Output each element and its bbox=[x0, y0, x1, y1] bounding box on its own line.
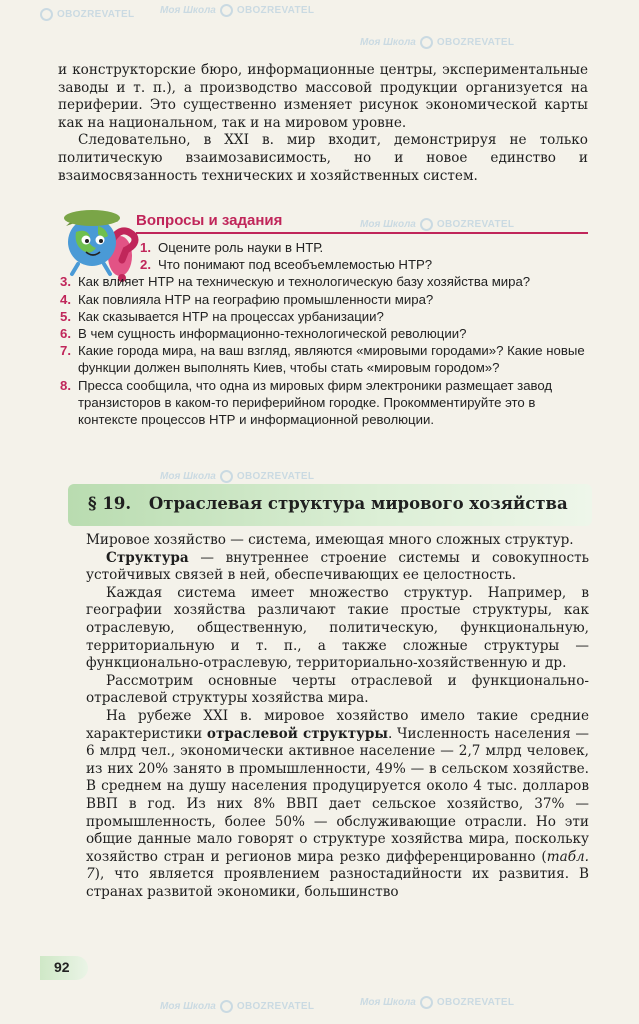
questions-divider bbox=[136, 232, 588, 234]
question-text: Как повлияла НТР на географию промышленности мира? bbox=[78, 291, 434, 307]
watermark-brand: Моя Школа bbox=[360, 219, 416, 230]
question-text: Что понимают под всеобъемлемостью НТР? bbox=[158, 257, 433, 273]
watermark bbox=[360, 218, 514, 231]
question-item bbox=[138, 256, 590, 273]
watermark-logo-icon bbox=[420, 36, 433, 49]
watermark-brand: OBOZREVATEL bbox=[236, 471, 315, 482]
question-number: 1. bbox=[140, 240, 151, 255]
watermark-brand: OBOZREVATEL bbox=[236, 5, 315, 16]
question-item bbox=[58, 325, 590, 342]
section-title: Отраслевая структура мирового хозяйства bbox=[148, 494, 568, 513]
question-item bbox=[58, 342, 590, 376]
watermark-brand: OBOZREVATEL bbox=[436, 219, 515, 230]
watermark-brand: OBOZREVATEL bbox=[436, 37, 515, 48]
watermark-logo-icon bbox=[420, 996, 433, 1009]
question-item bbox=[58, 377, 590, 429]
watermark-logo-icon bbox=[40, 8, 53, 21]
questions-title: Вопросы и задания bbox=[136, 212, 283, 229]
question-number: 3. bbox=[60, 274, 71, 290]
watermark bbox=[360, 996, 514, 1009]
question-text: Как влияет НТР на техническую и технологическую базу хозяйства мира? bbox=[78, 274, 531, 290]
paragraph: Рассмотрим основные черты отраслевой и функционально-отраслевой структуры хозяйства мира. bbox=[86, 672, 589, 707]
page-number-tab bbox=[40, 956, 88, 980]
question-text: Как сказывается НТР на процессах урбанизации? bbox=[78, 308, 384, 324]
watermark-logo-icon bbox=[220, 470, 233, 483]
term-definition: — внутреннее строение системы и совокупность устойчивых связей в ней, обеспечивающих ее целостность. bbox=[86, 549, 589, 584]
watermark-brand: Моя Школа bbox=[160, 1001, 216, 1012]
question-number: 5. bbox=[60, 308, 71, 324]
question-text: Оцените роль науки в НТР. bbox=[158, 240, 324, 255]
section-heading bbox=[88, 494, 568, 513]
section-number: § 19. bbox=[88, 494, 132, 513]
watermark bbox=[160, 4, 314, 17]
paragraph bbox=[86, 550, 589, 585]
questions-list bbox=[58, 239, 590, 428]
watermark-brand: OBOZREVATEL bbox=[436, 997, 515, 1008]
text-run: ), что является проявлением разностадийности их развития. В странах развитой экономики, большинство bbox=[86, 866, 589, 900]
watermark-logo-icon bbox=[420, 218, 433, 231]
text-run: . Численность населения — 6 млрд чел., экономически активное население — 2,7 млрд человек, из них 20% занято в промышленности, 49% — в сельском хозяйстве. В среднем на душу населения продуцируется около 4 тыс. долларов ВВП в год. Из них 8% ВВП дает сельское хозяйство, 37% — промышленность, более 50% — обслуживающие отрасли. Но эти общие данные мало говорят о структуре хозяйства мира, поскольку хозяйство стран и регионов мира резко дифференцированно ( bbox=[86, 725, 589, 865]
watermark-brand: Моя Школа bbox=[160, 471, 216, 482]
intro-text bbox=[58, 62, 588, 185]
question-item bbox=[58, 273, 590, 290]
question-item bbox=[58, 291, 590, 308]
paragraph: Следовательно, в XXI в. мир входит, демонстрируя не только политическую взаимозависимость, но и новое единство и взаимосвязанность технических и хозяйственных систем. bbox=[58, 132, 588, 184]
watermark bbox=[40, 8, 134, 21]
watermark bbox=[160, 1000, 314, 1013]
watermark bbox=[160, 470, 314, 483]
question-text: Какие города мира, на ваш взгляд, являются «мировыми городами»? Какие новые функции должен выполнять Киев, чтобы стать «мировым городом»? bbox=[78, 343, 585, 376]
term: отраслевой структуры bbox=[206, 725, 388, 742]
paragraph: Каждая система имеет множество структур. Например, в географии хозяйства различают такие простые структуры, как отраслевую, общественную, политическую, функциональную, территориальную и т. п., а также сложные структуры — функционально-отраслевую, территориально-хозяйственную и др. bbox=[86, 584, 589, 672]
watermark-brand: Моя Школа bbox=[160, 5, 216, 16]
term: Структура bbox=[106, 549, 189, 566]
question-item bbox=[138, 239, 590, 256]
paragraph bbox=[86, 708, 589, 902]
page-number: 92 bbox=[54, 959, 70, 975]
watermark-logo-icon bbox=[220, 4, 233, 17]
question-number: 4. bbox=[60, 291, 71, 307]
question-number: 6. bbox=[60, 326, 71, 342]
paragraph: Мировое хозяйство — система, имеющая много сложных структур. bbox=[86, 532, 574, 548]
question-number: 8. bbox=[60, 377, 71, 393]
question-text: В чем сущность информационно-технологической революции? bbox=[78, 326, 467, 342]
watermark-brand: OBOZREVATEL bbox=[236, 1001, 315, 1012]
text-run: На рубеже XXI в. мировое хозяйство имело такие средние характеристики bbox=[86, 707, 589, 742]
watermark-brand: Моя Школа bbox=[360, 997, 416, 1008]
table-reference: табл. 7 bbox=[86, 848, 589, 883]
section-body bbox=[86, 532, 589, 901]
question-item bbox=[58, 308, 590, 325]
watermark-brand: Моя Школа bbox=[360, 37, 416, 48]
paragraph: и конструкторские бюро, информационные центры, экспериментальные заводы и т. п.), а производство массовой продукции организуется на периферии. Это существенно изменяет рисунок экономической карты как на национальном, так и на мировом уровне. bbox=[58, 62, 588, 131]
watermark-logo-icon bbox=[220, 1000, 233, 1013]
question-number: 2. bbox=[140, 257, 151, 273]
question-text: Пресса сообщила, что одна из мировых фирм электроники размещает завод транзисторов в каком-то периферийном городке. Прокомментируйте это в контексте процессов НТР и информационной революции. bbox=[78, 377, 553, 428]
question-number: 7. bbox=[60, 343, 71, 359]
watermark-brand: OBOZREVATEL bbox=[57, 9, 135, 20]
watermark bbox=[360, 36, 514, 49]
